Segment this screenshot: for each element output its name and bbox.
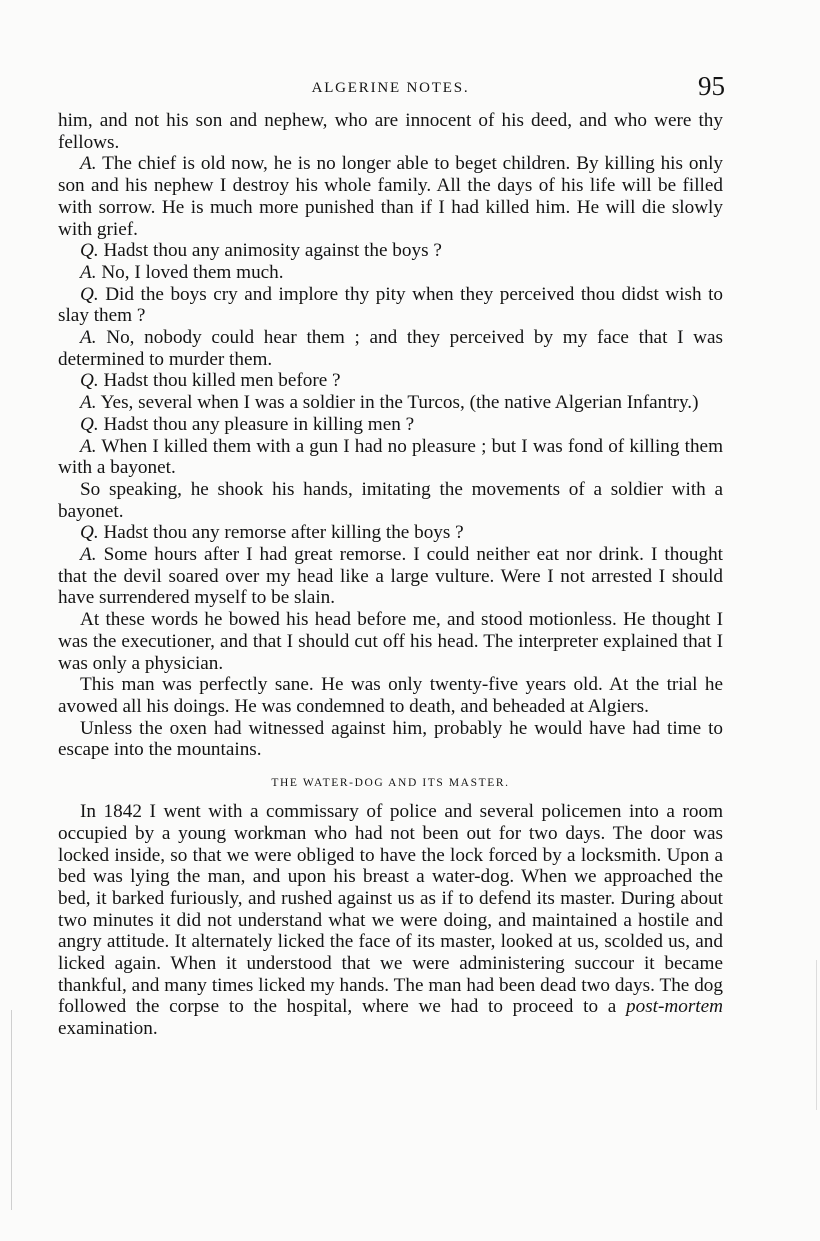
paragraph-text: When I killed them with a gun I had no pleasure ; but I was fond of killing them with a bayonet. [58, 435, 723, 479]
speaker-label: A. [80, 392, 97, 414]
paragraph-text: The chief is old now, he is no longer able to beget children. By killing his only son and his nephew I destroy his whole family. All the days of his life will be filled with sorrow. He is much more punished than if I had killed him. He will die slowly with grief. [58, 153, 723, 240]
book-page [58, 70, 723, 1040]
paragraph-text: No, I loved them much. [101, 261, 284, 283]
answer-paragraph [58, 262, 723, 284]
running-title: ALGERINE NOTES. [311, 80, 470, 96]
speaker-label: Q. [80, 283, 99, 305]
page-number: 95 [698, 71, 725, 101]
paragraph-text: This man was perfectly sane. He was only twenty-five years old. At the trial he avowed all his doings. He was condemned to death, and beheaded at Algiers. [58, 674, 723, 717]
speaker-label: Q. [80, 370, 99, 392]
question-paragraph [58, 414, 723, 436]
scan-edge-line [11, 1010, 12, 1210]
paragraph-text: In 1842 I went with a commissary of police and several policemen into a room occupied by a young workman who had not been out for two days. The door was locked inside, so that we were obliged to have the lock forced by a locksmith. Upon a bed was lying the man, and upon his breast a water-dog. When we approached the bed, it barked furiously, and rushed against us as if to defend its master. During about two minutes it did not understand what we were doing, and maintained a hostile and angry attitude. It alternately licked the face of its master, looked at us, scolded us, and licked again. When it understood that we were administering succour it became thankful, and many times licked my hands. The man had been dead two days. The dog followed the corpse to the hospital, where we had to proceed to a [58, 801, 723, 1018]
paragraph-text: So speaking, he shook his hands, imitating the movements of a soldier with a bayonet. [58, 478, 723, 522]
paragraph-text: At these words he bowed his head before me, and stood motionless. He thought I was the executioner, and that I should cut off his head. The interpreter explained that I was only a physician. [58, 609, 723, 674]
answer-paragraph [58, 544, 723, 609]
paragraph-text: No, nobody could hear them ; and they perceived by my face that I was determined to murder them. [58, 327, 724, 370]
paragraph-text: Some hours after I had great remorse. I could neither eat nor drink. I thought that the devil soared over my head like a large vulture. Were I not arrested I should have surrendered myself to be slain. [58, 544, 723, 609]
paragraph-text: Hadst thou any pleasure in killing men ? [103, 413, 415, 435]
paragraph-text: Hadst thou any animosity against the boys ? [103, 240, 442, 262]
answer-paragraph [58, 436, 723, 479]
paragraph [58, 801, 723, 1040]
speaker-label: A. [80, 435, 97, 457]
scan-edge-line-right [816, 960, 817, 1110]
speaker-label: Q. [80, 413, 99, 435]
paragraph [58, 479, 723, 522]
question-paragraph [58, 284, 723, 327]
answer-paragraph [58, 392, 723, 414]
italic-term: post-mortem [626, 996, 723, 1018]
paragraph-text: Did the boys cry and implore thy pity when they perceived thou didst wish to slay them ? [58, 283, 723, 327]
speaker-label: A. [80, 153, 97, 175]
paragraph-ending: examination. [58, 1018, 158, 1040]
paragraph [58, 718, 723, 761]
speaker-label: A. [80, 261, 97, 283]
section-title: THE WATER-DOG AND ITS MASTER. [271, 777, 510, 790]
speaker-label: Q. [80, 522, 99, 544]
speaker-label: Q. [80, 240, 99, 262]
paragraph [58, 674, 723, 717]
question-paragraph [58, 370, 723, 392]
paragraph-text: Unless the oxen had witnessed against him, probably he would have had time to escape into the mountains. [58, 717, 723, 761]
speaker-label: A. [80, 544, 97, 566]
body-text [58, 110, 723, 761]
paragraph [58, 110, 723, 153]
water-dog-section [58, 801, 723, 1040]
paragraph [58, 609, 723, 674]
speaker-label: A. [80, 327, 97, 349]
paragraph-text: Hadst thou killed men before ? [103, 370, 341, 392]
paragraph-text: him, and not his son and nephew, who are innocent of his deed, and who were thy fellows. [58, 110, 723, 153]
paragraph-text: Yes, several when I was a soldier in the Turcos, (the native Algerian Infantry.) [100, 392, 699, 414]
paragraph-text: Hadst thou any remorse after killing the boys ? [103, 522, 464, 544]
question-paragraph [58, 240, 723, 262]
running-header [58, 70, 723, 110]
question-paragraph [58, 522, 723, 544]
answer-paragraph [58, 153, 723, 240]
answer-paragraph [58, 327, 723, 370]
